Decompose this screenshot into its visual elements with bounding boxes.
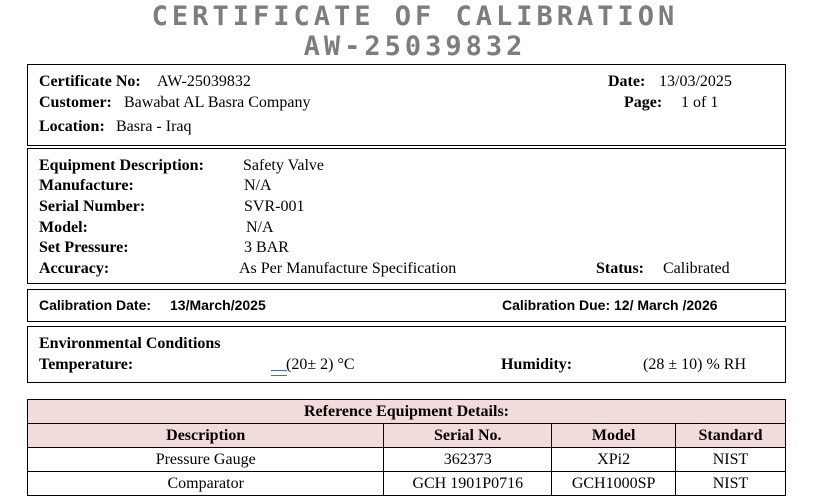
- environment-heading: Environmental Conditions: [39, 335, 221, 352]
- reference-heading: Reference Equipment Details:: [28, 400, 786, 424]
- humidity-label: Humidity:: [501, 356, 573, 373]
- set-pressure-label: Set Pressure:: [39, 239, 129, 256]
- table-cell: XPi2: [552, 448, 676, 472]
- cert-no-value: AW-25039832: [157, 73, 251, 90]
- accuracy-value: As Per Manufacture Specification: [239, 260, 457, 277]
- status-label: Status:: [596, 260, 645, 277]
- date-value: 13/03/2025: [659, 73, 732, 90]
- table-header-row: [28, 424, 786, 448]
- model-value: N/A: [246, 219, 274, 236]
- table-cell: NIST: [676, 448, 786, 472]
- accuracy-label: Accuracy:: [39, 260, 110, 277]
- table-row: [28, 472, 786, 496]
- serial-number-value: SVR-001: [244, 198, 305, 215]
- set-pressure-value: 3 BAR: [244, 239, 289, 256]
- table-cell: 362373: [384, 448, 552, 472]
- table-cell: GCH1000SP: [552, 472, 676, 496]
- manufacture-label: Manufacture:: [39, 177, 134, 194]
- manufacture-value: N/A: [244, 177, 272, 194]
- temperature-value: (20± 2) °C: [286, 356, 355, 373]
- calibration-due: Calibration Due: 12/ March /2026: [502, 297, 718, 313]
- table-cell: GCH 1901P0716: [384, 472, 552, 496]
- cert-no-label: Certificate No:: [39, 73, 141, 90]
- location-label: Location:: [39, 118, 105, 135]
- table-cell: NIST: [676, 472, 786, 496]
- humidity-value: (28 ± 10) % RH: [643, 356, 746, 373]
- certificate-number-title: AW-25039832: [303, 31, 527, 62]
- edit-mark: [271, 370, 287, 376]
- equipment-description-label: Equipment Description:: [39, 157, 204, 174]
- temperature-label: Temperature:: [39, 356, 134, 373]
- calibration-date-label: Calibration Date:: [39, 297, 152, 313]
- column-header: Serial No.: [384, 424, 552, 448]
- status-value: Calibrated: [663, 260, 730, 277]
- customer-value: Bawabat AL Basra Company: [124, 94, 311, 111]
- certificate-title: CERTIFICATE OF CALIBRATION: [151, 1, 679, 32]
- date-label: Date:: [608, 73, 646, 90]
- column-header: Description: [28, 424, 384, 448]
- page-label: Page:: [624, 94, 663, 111]
- table-cell: Comparator: [28, 472, 384, 496]
- table-title-row: [28, 400, 786, 424]
- column-header: Model: [552, 424, 676, 448]
- reference-equipment-table: [27, 399, 786, 496]
- page-value: 1 of 1: [681, 94, 719, 111]
- equipment-description-value: Safety Valve: [243, 157, 325, 174]
- table-row: [28, 448, 786, 472]
- customer-label: Customer:: [39, 94, 112, 111]
- table-cell: Pressure Gauge: [28, 448, 384, 472]
- column-header: Standard: [676, 424, 786, 448]
- serial-number-label: Serial Number:: [39, 198, 146, 215]
- model-label: Model:: [39, 219, 88, 236]
- calibration-date-value: 13/March/2025: [170, 297, 266, 313]
- location-value: Basra - Iraq: [116, 118, 192, 135]
